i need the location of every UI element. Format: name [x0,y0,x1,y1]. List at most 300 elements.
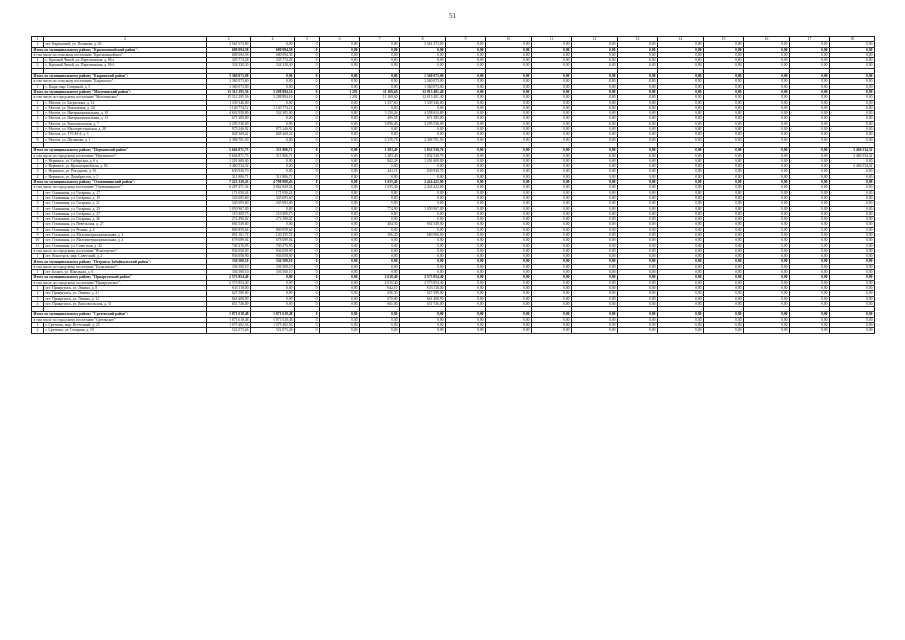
value-cell: 0,00 [400,328,446,333]
value-cell: 630 930,70 [207,169,251,174]
value-cell: 0,00 [790,158,830,163]
value-cell: 0,00 [532,169,572,174]
value-cell: 0,00 [744,264,790,269]
value-cell: 0,00 [744,296,790,301]
column-number-cell: 5 [295,37,320,42]
value-cell: 0,00 [704,254,744,259]
value-cell: 119 400,75 [207,211,251,216]
value-cell: 0,00 [400,105,446,110]
value-cell: 0,00 [446,270,486,275]
table-row [32,328,875,333]
value-cell: 0,00 [618,217,658,222]
value-cell: 633 110,00 [207,285,251,290]
value-cell: 0,00 [360,217,400,222]
value-cell: 651 746,00 [207,301,251,306]
value-cell: 0,00 [486,217,532,222]
value-cell: 0,00 [658,227,704,232]
value-cell: 0,00 [446,111,486,116]
value-cell: 671 385,00 [207,116,251,121]
value-cell: 0,00 [446,164,486,169]
value-cell: 0,00 [446,323,486,328]
value-cell: 0,00 [618,270,658,275]
value-cell: 0,00 [572,296,618,301]
value-cell: 0,00 [320,52,360,57]
value-cell: 0 [295,317,320,322]
value-cell: 0,00 [790,254,830,259]
value-cell: 0,00 [658,42,704,47]
value-cell: 0,00 [830,158,875,163]
value-cell: 0,00 [618,275,658,280]
value-cell: 0,00 [320,206,360,211]
value-cell: 0,00 [658,174,704,179]
value-cell: 0,00 [446,105,486,110]
row-number: 2 [32,164,44,169]
value-cell: 0 [295,116,320,121]
value-cell: 692 549,00 [207,222,251,227]
value-cell: 0,00 [790,291,830,296]
value-cell: 0,00 [532,137,572,142]
value-cell: 0,00 [400,217,446,222]
value-cell: 0,00 [618,95,658,100]
value-cell: 0,00 [744,84,790,89]
value-cell: 0,00 [618,285,658,290]
value-cell: 0,00 [320,232,360,237]
value-cell: 0,00 [704,84,744,89]
value-cell: 11 169,40 [360,89,400,94]
value-cell: 0,00 [830,291,875,296]
value-cell: 0 [295,222,320,227]
value-cell: 0,00 [320,79,360,84]
value-cell: 0,00 [704,132,744,137]
value-cell: 0,00 [400,190,446,195]
value-cell: 0,00 [446,248,486,253]
value-cell: 0,00 [744,195,790,200]
value-cell: 3 862 849,54 [251,185,295,190]
value-cell: 4 798 908,43 [251,180,295,185]
value-cell: 0,00 [532,280,572,285]
value-cell: 0,00 [618,248,658,253]
value-cell: 0,00 [704,111,744,116]
value-cell: 0,00 [744,58,790,63]
subtotal-label: в том числе по городскому поселению "Могочинское": [32,95,207,100]
value-cell: 0,00 [744,148,790,153]
value-cell: 0,00 [658,105,704,110]
value-cell: 171 050,24 [251,190,295,195]
value-cell: 0,00 [360,52,400,57]
value-cell: 0 [295,280,320,285]
value-cell: 1 360 073,00 [207,79,251,84]
address-cell: г. Могоча, ул. Шулякова, д. 1 [44,137,207,142]
value-cell: 0,00 [532,190,572,195]
value-cell: 0,00 [704,248,744,253]
value-cell: 0,00 [360,42,400,47]
value-cell: 0 [295,79,320,84]
value-cell: 0 [295,301,320,306]
value-cell: 1 871 618,48 [207,312,251,317]
value-cell: 0,00 [658,137,704,142]
value-cell: 120 255,74 [251,232,295,237]
value-cell: 0,00 [658,116,704,121]
value-cell: 1 871 618,48 [251,317,295,322]
column-number-cell: 11 [532,37,572,42]
value-cell: 0 [295,323,320,328]
value-cell: 0,00 [400,264,446,269]
value-cell: 0,00 [790,243,830,248]
value-cell: 680 906,00 [400,232,446,237]
value-cell: 3 460 534,32 [207,164,251,169]
address-cell: г. Нерчинск, ул. Красноармейская, д. 84 [44,164,207,169]
value-cell: 2 573 854,40 [207,275,251,280]
value-cell: 0,00 [704,63,744,68]
value-cell: 0,00 [251,280,295,285]
row-number: 8 [32,137,44,142]
value-cell: 0,00 [830,248,875,253]
value-cell: 0,00 [658,232,704,237]
value-cell: 0,00 [790,137,830,142]
value-cell: 0,00 [446,158,486,163]
value-cell: 0,00 [572,180,618,185]
value-cell: 0,00 [830,206,875,211]
value-cell: 0,00 [486,84,532,89]
value-cell: 3 298 894,16 [251,95,295,100]
value-cell: 0,00 [532,248,572,253]
value-cell: 3 295 536,00 [207,121,251,126]
value-cell: 522 073,26 [207,328,251,333]
value-cell: 0,00 [400,248,446,253]
value-cell: 0,00 [618,63,658,68]
value-cell: 0,00 [446,84,486,89]
value-cell: 0,00 [572,291,618,296]
value-cell: 0,00 [446,148,486,153]
value-cell: 0,00 [618,201,658,206]
value-cell: 0,00 [618,84,658,89]
value-cell: 0,00 [486,285,532,290]
value-cell: 0,00 [744,206,790,211]
value-cell: 0,00 [360,74,400,79]
value-cell: 0,00 [744,232,790,237]
value-cell: 0,00 [400,63,446,68]
value-cell: 0,00 [486,243,532,248]
value-cell: 0,00 [830,238,875,243]
value-cell: 1 075 402,56 [251,323,295,328]
row-number: 7 [32,132,44,137]
value-cell: 936 058,90 [207,254,251,259]
value-cell: 0,00 [320,280,360,285]
value-cell: 0,00 [572,222,618,227]
value-cell: 0,00 [618,232,658,237]
value-cell: 0,00 [744,89,790,94]
value-cell: 0,00 [400,317,446,322]
value-cell: 0,00 [486,248,532,253]
value-cell: 0,00 [830,301,875,306]
value-cell: 0,00 [532,259,572,264]
value-cell: 0,00 [658,254,704,259]
value-cell: 0,00 [360,132,400,137]
value-cell: 0,00 [790,47,830,52]
value-cell: 0,00 [532,211,572,216]
row-number: 3 [32,296,44,301]
value-cell: 1 360 073,00 [400,79,446,84]
value-cell: 336 500,10 [251,270,295,275]
value-cell: 0,00 [360,127,400,132]
value-cell: 661,00 [360,301,400,306]
value-cell: 272 490,02 [207,217,251,222]
column-number-cell: 1 [32,37,44,42]
value-cell: 0,00 [618,222,658,227]
value-cell: 0,00 [360,248,400,253]
value-cell: 0,00 [532,100,572,105]
value-cell: 627 589,00 [207,291,251,296]
value-cell: 311 806,71 [207,174,251,179]
value-cell: 0,00 [400,270,446,275]
value-cell: 0,00 [704,185,744,190]
value-cell: 0,00 [251,121,295,126]
value-cell: 3 561 573,00 [400,42,446,47]
value-cell: 0,00 [446,121,486,126]
value-cell: 0,00 [320,301,360,306]
value-cell: 0 [295,148,320,153]
value-cell: 0,00 [251,206,295,211]
value-cell: 0,00 [618,280,658,285]
value-cell: 0,00 [320,185,360,190]
value-cell: 0,00 [744,291,790,296]
value-cell: 0,00 [532,243,572,248]
value-cell: 0,00 [400,227,446,232]
value-cell: 0,00 [446,89,486,94]
value-cell: 0,00 [532,227,572,232]
value-cell: 0,00 [658,190,704,195]
value-cell: 0,00 [618,264,658,269]
value-cell: 678 089,04 [251,238,295,243]
value-cell: 0,00 [830,116,875,121]
value-cell: 627 589,00 [400,291,446,296]
total-label: Итого по муниципальному району "Нерчинский район" [32,148,207,153]
value-cell: 0,00 [618,291,658,296]
value-cell: 0,00 [532,185,572,190]
value-cell: 0,00 [251,116,295,121]
value-cell: 0,00 [360,270,400,275]
value-cell: 0,00 [446,254,486,259]
value-cell: 636,50 [360,291,400,296]
value-cell: 0,00 [251,285,295,290]
value-cell: 0,00 [532,328,572,333]
value-cell: 345 693,60 [251,201,295,206]
value-cell: 1 201 600,00 [400,158,446,163]
value-cell: 0,00 [572,100,618,105]
address-cell: с. Красный Чикой, ул. Партизанская, д. 86 а [44,58,207,63]
value-cell: 0,00 [251,291,295,296]
value-cell: 0,00 [658,222,704,227]
value-cell: 0,00 [658,217,704,222]
value-cell: 0,00 [446,127,486,132]
value-cell: 0,00 [618,169,658,174]
value-cell: 0,00 [532,42,572,47]
value-cell: 0,00 [360,227,400,232]
value-cell: 0,00 [830,217,875,222]
value-cell: 0,00 [744,111,790,116]
value-cell: 345 693,60 [207,195,251,200]
value-cell: 0,00 [486,301,532,306]
value-cell: 15 312 295,56 [207,89,251,94]
value-cell: 0,00 [744,227,790,232]
value-cell: 0,00 [446,195,486,200]
value-cell: 0,00 [400,238,446,243]
value-cell: 0,00 [704,180,744,185]
value-cell: 0,00 [446,58,486,63]
value-cell: 661 408,90 [207,296,251,301]
value-cell: 0,00 [320,74,360,79]
value-cell: 0,00 [790,280,830,285]
value-cell: 0,00 [790,270,830,275]
column-number-cell: 3 [207,37,251,42]
address-cell: г. Могоча, ул. Вокзальная, д. 20 [44,105,207,110]
value-cell: 0,00 [446,280,486,285]
value-cell: 0 [295,164,320,169]
value-cell: 670,80 [360,296,400,301]
value-cell: 0,00 [704,296,744,301]
value-cell: 0,00 [704,169,744,174]
value-cell: 0,00 [486,158,532,163]
value-cell: 0,00 [790,211,830,216]
value-cell: 0,00 [532,296,572,301]
row-number: 1 [32,58,44,63]
value-cell: 1 339 346,00 [207,100,251,105]
address-cell: пгт. Оловянная, ул. Невельская, д. 27 [44,222,207,227]
value-cell: 0,00 [532,95,572,100]
value-cell: 522 073,26 [251,328,295,333]
value-cell: 936 058,90 [207,248,251,253]
value-cell: 0,00 [486,174,532,179]
value-cell: 0,00 [486,47,532,52]
value-cell: 0,00 [532,84,572,89]
column-number-cell: 10 [486,37,532,42]
value-cell: 0,00 [320,42,360,47]
value-cell: 0,00 [320,174,360,179]
value-cell: 0,00 [830,132,875,137]
value-cell: 0,00 [360,47,400,52]
value-cell: 345 774,28 [251,58,295,63]
value-cell: 0,00 [658,127,704,132]
value-cell: 0,00 [486,195,532,200]
value-cell: 0,00 [830,169,875,174]
value-cell: 0,00 [320,285,360,290]
subtotal-label: в том числе по городскому поселению "Приаргунское": [32,280,207,285]
value-cell: 0,00 [360,243,400,248]
value-cell: 0 [295,174,320,179]
value-cell: 0,00 [486,132,532,137]
value-cell: 661 408,90 [400,296,446,301]
value-cell: 1 360 073,00 [207,84,251,89]
value-cell: 0,00 [400,201,446,206]
value-cell: 0,00 [320,312,360,317]
value-cell: 0,00 [830,89,875,94]
value-cell: 0,00 [704,201,744,206]
value-cell: 0,00 [251,74,295,79]
value-cell: 0,00 [830,312,875,317]
row-number: 9 [32,232,44,237]
value-cell: 0,00 [618,121,658,126]
value-cell: 0,00 [618,100,658,105]
address-cell: пгт. Оловянная, ул. Гагарина, д. 21 [44,201,207,206]
value-cell: 1 360 073,00 [400,74,446,79]
value-cell: 869 859,64 [207,227,251,232]
value-cell: 0,00 [446,211,486,216]
value-cell: 0 [295,169,320,174]
total-label: Итого по муниципальному району "Красночикойский район": [32,47,207,52]
value-cell: 0,00 [658,285,704,290]
value-cell: 0,00 [658,100,704,105]
value-cell: 0,00 [486,264,532,269]
value-cell: 0,00 [532,116,572,121]
value-cell: 0,00 [744,79,790,84]
value-cell: 0,00 [658,84,704,89]
value-cell: 0,00 [251,222,295,227]
value-cell: 0,00 [704,323,744,328]
address-cell: с. Кыра, мкр. Северный, д. 5 [44,84,207,89]
value-cell: 0 [295,312,320,317]
value-cell: 0,00 [572,58,618,63]
value-cell: 0,00 [790,42,830,47]
value-cell: 936 058,90 [251,254,295,259]
address-cell: г. Могоча, ул. ТУСМ-4, д. 3 [44,132,207,137]
value-cell: 0,00 [486,89,532,94]
value-cell: 0,00 [830,105,875,110]
value-cell: 0,00 [618,127,658,132]
address-cell: г. Нерчинск, ул. Декабристов, д. 5 [44,174,207,179]
row-number: 4 [32,206,44,211]
value-cell: 0,00 [532,217,572,222]
value-cell: 0,00 [532,63,572,68]
value-cell: 0,00 [658,195,704,200]
value-cell: 272 490,02 [251,217,295,222]
value-cell: 0,00 [704,206,744,211]
value-cell: 0,00 [744,52,790,57]
value-cell: 1 655,40 [360,185,400,190]
value-cell: 0,00 [360,105,400,110]
value-cell: 0,00 [790,153,830,158]
value-cell: 0,00 [658,248,704,253]
value-cell: 774,90 [360,206,400,211]
value-cell: 0,00 [532,132,572,137]
value-cell: 0,00 [830,79,875,84]
value-cell: 0,00 [704,301,744,306]
value-cell: 0,00 [320,243,360,248]
value-cell: 0,00 [400,211,446,216]
row-number: 5 [32,121,44,126]
value-cell: 0 [295,217,320,222]
value-cell: 0,00 [446,317,486,322]
value-cell: 0,00 [790,105,830,110]
value-cell: 0,00 [790,317,830,322]
value-cell: 1 871 618,48 [251,312,295,317]
value-cell: 1 339 346,00 [400,100,446,105]
value-cell: 0,00 [486,275,532,280]
row-number: 4 [32,116,44,121]
value-cell: 0 [295,137,320,142]
address-cell: пгт. Оловянная, ул. Гагарина, д. 19 [44,195,207,200]
subtotal-label: в том числе по городскому поселению "Нерчинское": [32,153,207,158]
value-cell: 0 [295,58,320,63]
value-cell: 0,00 [658,296,704,301]
value-cell: 936 058,90 [251,248,295,253]
value-cell: 0,00 [320,323,360,328]
value-cell: 0,00 [790,296,830,301]
value-cell: 0,00 [572,164,618,169]
value-cell: 0,00 [446,95,486,100]
value-cell: 0 [295,270,320,275]
value-cell: 0,00 [744,201,790,206]
value-cell: 0,00 [446,238,486,243]
